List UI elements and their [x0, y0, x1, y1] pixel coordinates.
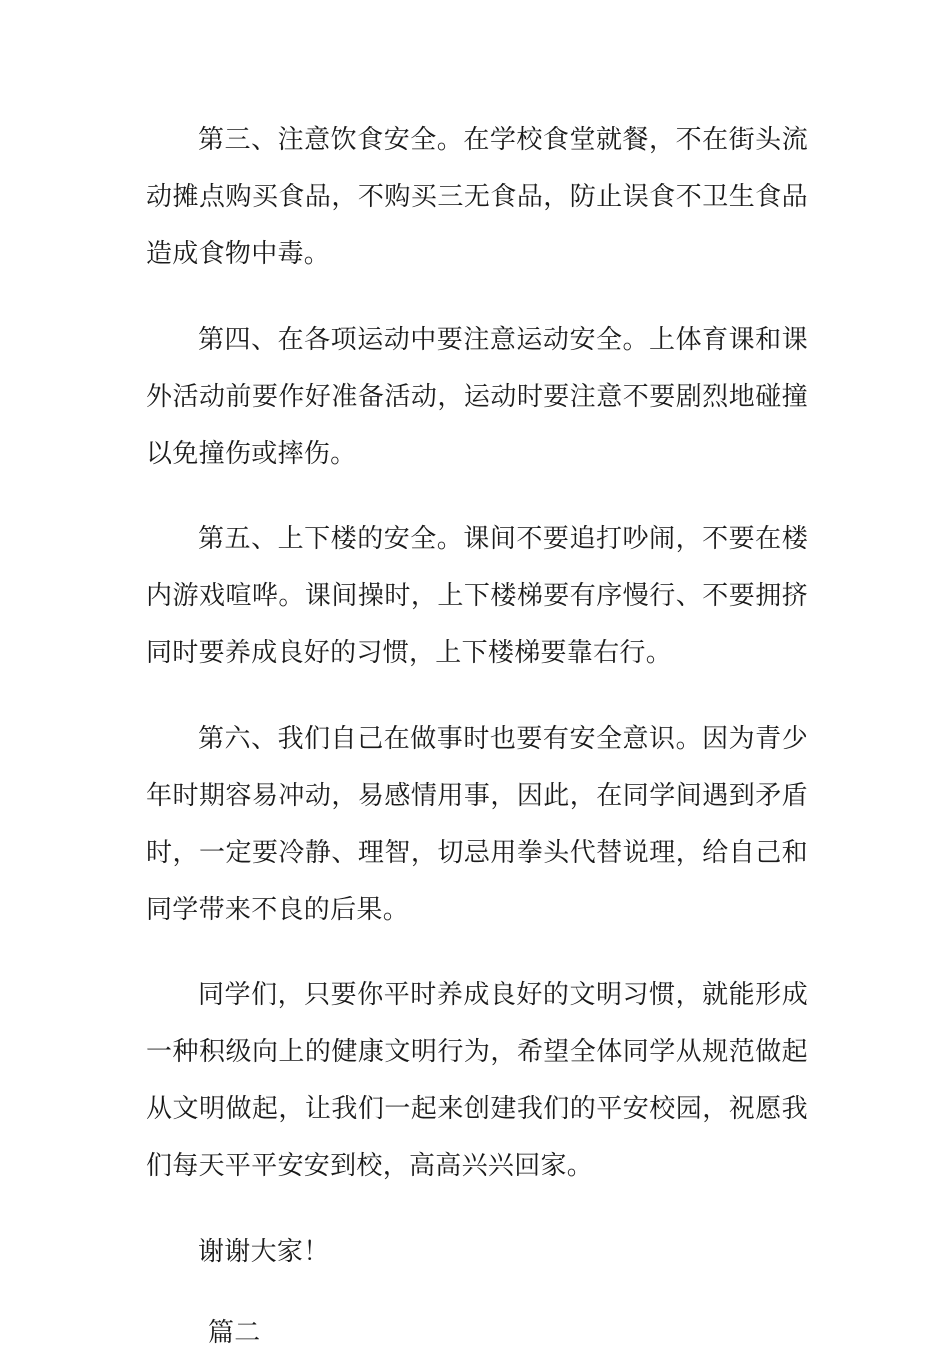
- paragraph-stairs-safety: 第五、上下楼的安全。课间不要追打吵闹，不要在楼内游戏喧哗。课间操时，上下楼梯要有序慢行、不要拥挤同时要养成良好的习惯，上下楼梯要靠右行。: [146, 524, 808, 668]
- paragraph-thanks: 谢谢大家！: [198, 1236, 330, 1267]
- paragraph-self-awareness: 第六、我们自己在做事时也要有安全意识。因为青少年时期容易冲动，易感情用事，因此，在同学间遇到矛盾时，一定要冷静、理智，切忌用拳头代替说理，给自己和同学带来不良的后果。: [146, 723, 808, 925]
- paragraph-sports-safety: 第四、在各项运动中要注意运动安全。上体育课和课外活动前要作好准备活动，运动时要注意不要剧烈地碰撞以免撞伤或摔伤。: [146, 324, 808, 469]
- document-body: [146, 112, 808, 1362]
- paragraph-food-safety: 第三、注意饮食安全。在学校食堂就餐，不在街头流动摊点购买食品，不购买三无食品，防止误食不卫生食品造成食物中毒。: [146, 125, 808, 269]
- section-heading: 篇二: [208, 1317, 261, 1348]
- paragraph-closing: 同学们，只要你平时养成良好的文明习惯，就能形成一种积级向上的健康文明行为，希望全体同学从规范做起从文明做起，让我们一起来创建我们的平安校园，祝愿我们每天平平安安到校，高高兴兴回家。: [146, 980, 808, 1181]
